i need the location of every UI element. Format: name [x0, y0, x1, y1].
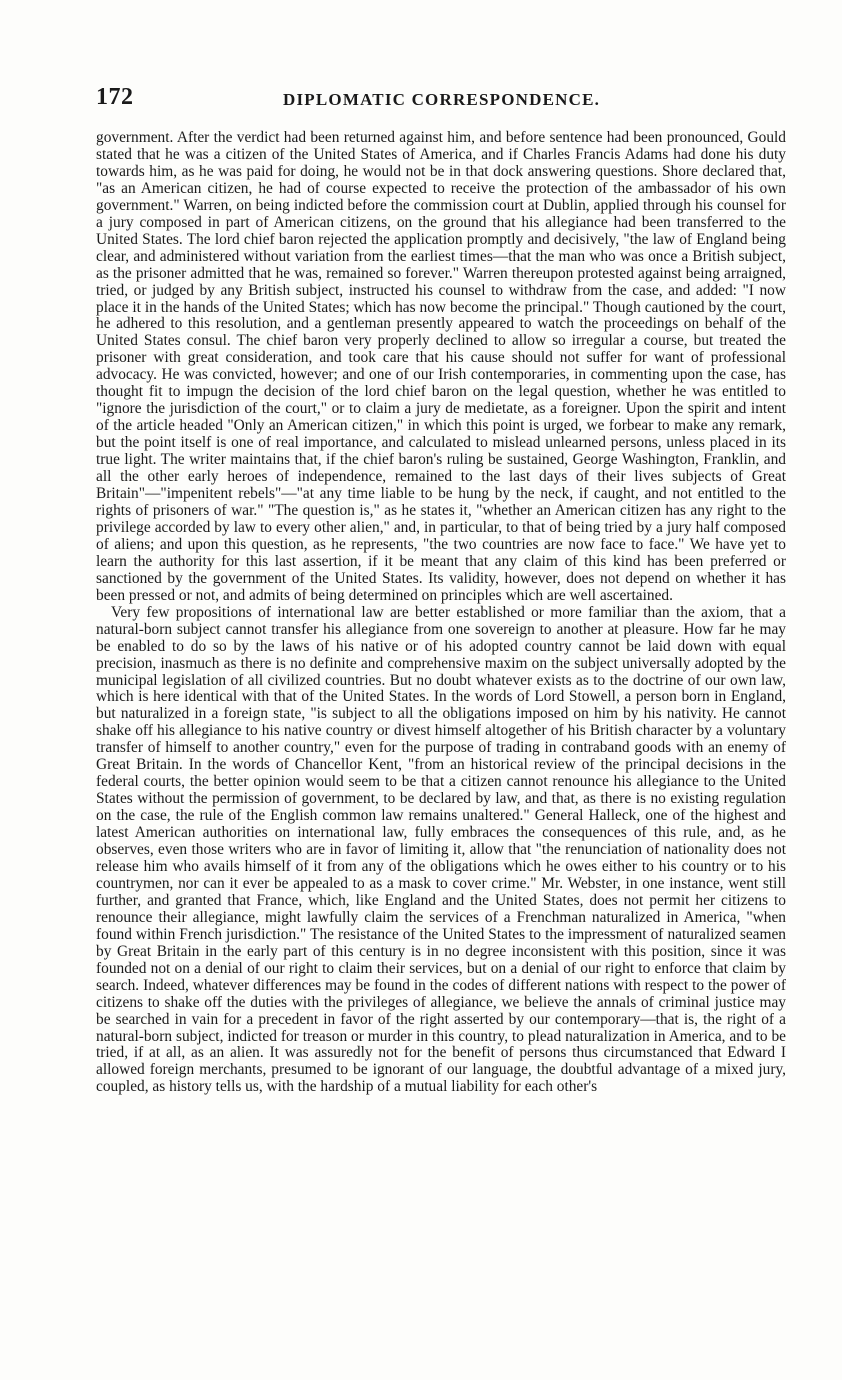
body-text	[96, 130, 786, 1096]
page-number: 172	[96, 84, 134, 110]
running-head: DIPLOMATIC CORRESPONDENCE.	[283, 90, 601, 109]
paragraph-allegiance: Very few propositions of international law are better established or more familiar than the axiom, that a natural-born subject cannot transfer his allegiance from one sovereign to another at pleasure. How far he may be enabled to do so by the laws of his native or of his adopted country cannot be laid down with equal precision, inasmuch as there is no definite and comprehensive maxim on the subject universally adopted by the municipal legislation of all civilized countries. But no doubt whatever exists as to the doctrine of our own law, which is here identical with that of the United States. In the words of Lord Stowell, a person born in England, but naturalized in a foreign state, "is subject to all the obligations imposed on him by his nativity. He cannot shake off his allegiance to his native country or divest himself altogether of his British character by a voluntary transfer of himself to another country," even for the purpose of trading in contraband goods with an enemy of Great Britain. In the words of Chancellor Kent, "from an historical review of the principal decisions in the federal courts, the better opinion would seem to be that a citizen cannot renounce his allegiance to the United States without the permission of government, to be declared by law, and that, as there is no existing regulation on the case, the rule of the English common law remains unaltered." General Halleck, one of the highest and latest American authorities on international law, fully embraces the consequences of this rule, and, as he observes, even those writers who are in favor of limiting it, allow that "the renunciation of nationality does not release him who avails himself of it from any of the obligations which he owes either to his country or to his countrymen, nor can it ever be appealed to as a mask to cover crime." Mr. Webster, in one instance, went still further, and granted that France, which, like England and the United States, does not permit her citizens to renounce their allegiance, might lawfully claim the services of a Frenchman naturalized in America, "when found within French jurisdiction." The resistance of the United States to the impressment of naturalized seamen by Great Britain in the early part of this century is in no degree inconsistent with this position, since it was founded not on a denial of our right to claim their services, but on a denial of our right to enforce that claim by search. Indeed, whatever differences may be found in the codes of different nations with respect to the power of citizens to shake off the duties with the privileges of allegiance, we believe the annals of criminal justice may be searched in vain for a precedent in favor of the right asserted by our contemporary—that is, the right of a natural-born subject, indicted for treason or murder in this country, to plead naturalization in America, and to be tried, if at all, as an alien. It was assuredly not for the benefit of persons thus circumstanced that Edward I allowed foreign merchants, presumed to be ignorant of our language, the doubtful advantage of a mixed jury, coupled, as history tells us, with the hardship of a mutual liability for each other's	[96, 603, 786, 1096]
paragraph-continued: government. After the verdict had been returned against him, and before sentence had been pronounced, Gould stated that he was a citizen of the United States of America, and if Charles Francis Adams had done his duty towards him, as he was paid for doing, he would not be in that dock answering questions. Shore declared that, "as an American citizen, he had of course expected to receive the protection of the ambassador of his own government." Warren, on being indicted before the commission court at Dublin, applied through his counsel for a jury composed in part of American citizens, on the ground that his allegiance had been transferred to the United States. The lord chief baron rejected the application promptly and decisively, "the law of England being clear, and administered without variation from the earliest times—that the man who was once a British subject, as the prisoner admitted that he was, remained so forever." Warren thereupon protested against being arraigned, tried, or judged by any British subject, instructed his counsel to withdraw from the case, and added: "I now place it in the hands of the United States; which has now become the principal." Though cautioned by the court, he adhered to this resolution, and a gentleman presently appeared to watch the proceedings on behalf of the United States consul. The chief baron very properly declined to allow so irregular a course, but treated the prisoner with great consideration, and took care that his cause should not suffer for want of professional advocacy. He was convicted, however; and one of our Irish contemporaries, in commenting upon the case, has thought fit to impugn the decision of the lord chief baron on the legal question, whether he was entitled to "ignore the jurisdiction of the court," or to claim a jury de medietate, as a foreigner. Upon the spirit and intent of the article headed "Only an American citizen," in which this point is urged, we forbear to make any remark, but the point itself is one of real importance, and calculated to mislead unlearned persons, unless placed in its true light. The writer maintains that, if the chief baron's ruling be sustained, George Washington, Franklin, and all the other early heroes of independence, remained to the last days of their lives subjects of Great Britain"—"impenitent rebels"—"at any time liable to be hung by the neck, if caught, and not entitled to the rights of prisoners of war." "The question is," as he states it, "whether an American citizen has any right to the privilege accorded by law to every other alien," and, in particular, to that of being tried by a jury half composed of aliens; and upon this question, as he represents, "the two countries are now face to face." We have yet to learn the authority for this last assertion, if it be meant that any claim of this kind has been preferred or sanctioned by the government of the United States. Its validity, however, does not depend on whether it has been pressed or not, and admits of being determined on principles which are well ascertained.	[96, 129, 786, 604]
page-header	[96, 84, 786, 114]
